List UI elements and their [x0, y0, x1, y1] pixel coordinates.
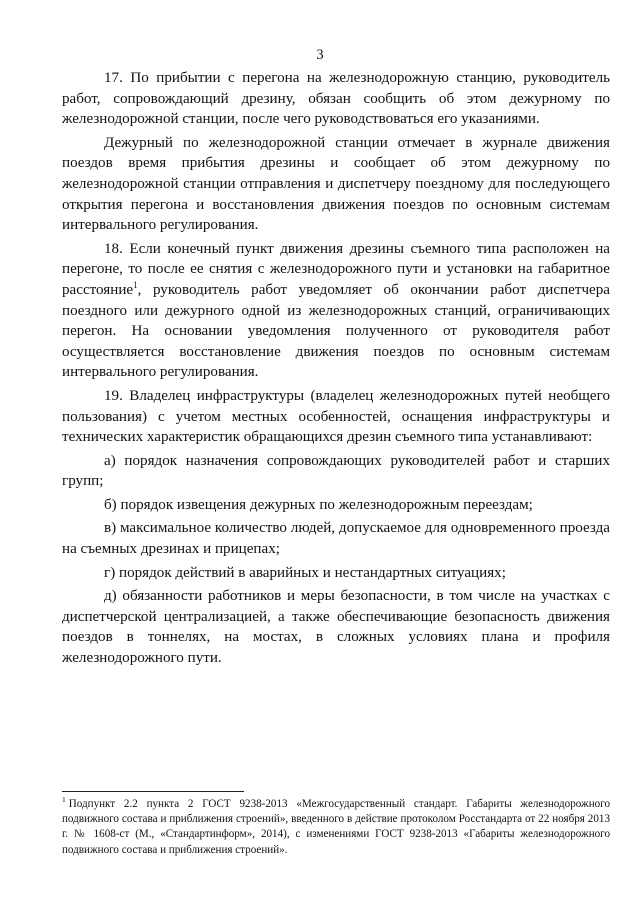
list-item-d: д) обязанности работников и меры безопасности, в том числе на участках с диспетчерской централизацией, а также обеспечивающие безопасность движения поездов в тоннелях, на мостах, в сложных условиях плана и профиля железнодорожного пути. [62, 588, 610, 667]
list-item-v: в) максимальное количество людей, допускаемое для одновременного проезда на съемных дрезинах и прицепах; [62, 520, 610, 558]
paragraph-18-part-2: , руководитель работ уведомляет об окончании работ диспетчера поездного или дежурного одной из железнодорожных станций, ограничивающих перегон. На основании уведомления полученного от руководителя работ осуществляется восстановление движения поездов по основным системам интервального регулирования. [62, 281, 610, 381]
footnote-reference: 1 [133, 279, 138, 290]
list-item-b: б) порядок извещения дежурных по железнодорожным переездам; [104, 496, 533, 513]
document-body [62, 68, 610, 672]
page-number: 3 [316, 47, 324, 63]
paragraph-18-part-1: 18. Если конечный пункт движения дрезины съемного типа расположен на перегоне, то после ее снятия с железнодорожного пути и установки на габаритное расстояние [62, 240, 610, 298]
paragraph-dispatcher-note: Дежурный по железнодорожной станции отмечает в журнале движения поездов время прибытия дрезины и сообщает об этом дежурному по железнодорожной станции отправления и диспетчеру поездному для последующего открытия перегона и восстановления движения поездов по основным системам интервального регулирования. [62, 134, 610, 234]
footnote-divider [62, 791, 244, 792]
footnote-marker: 1 [62, 795, 66, 805]
list-item-a: а) порядок назначения сопровождающих руководителей работ и старших групп; [62, 452, 610, 490]
paragraph-19: 19. Владелец инфраструктуры (владелец железнодорожных путей необщего пользования) с учетом местных особенностей, оснащения инфраструктуры и технических характеристик обращающихся дрезин съемного типа устанавливают: [62, 387, 610, 446]
footnote-text: Подпункт 2.2 пункта 2 ГОСТ 9238-2013 «Межгосударственный стандарт. Габариты железнодорожного подвижного состава и приближения строений», введенного в действие протоколом Росстандарта от 22 ноября 2013 г. № 1608-ст (М., «Стандартинформ», 2014), с изменениями ГОСТ 9238-2013 «Габариты железнодорожного подвижного состава и приближения строений». [62, 798, 610, 856]
paragraph-17: 17. По прибытии с перегона на железнодорожную станцию, руководитель работ, сопровождающий дрезину, обязан сообщить об этом дежурному по железнодорожной станции, после чего руководствоваться его указаниями. [62, 70, 610, 128]
paragraph-18 [62, 239, 610, 383]
footnote [62, 797, 610, 858]
list-item-g: г) порядок действий в аварийных и нестандартных ситуациях; [104, 564, 506, 581]
